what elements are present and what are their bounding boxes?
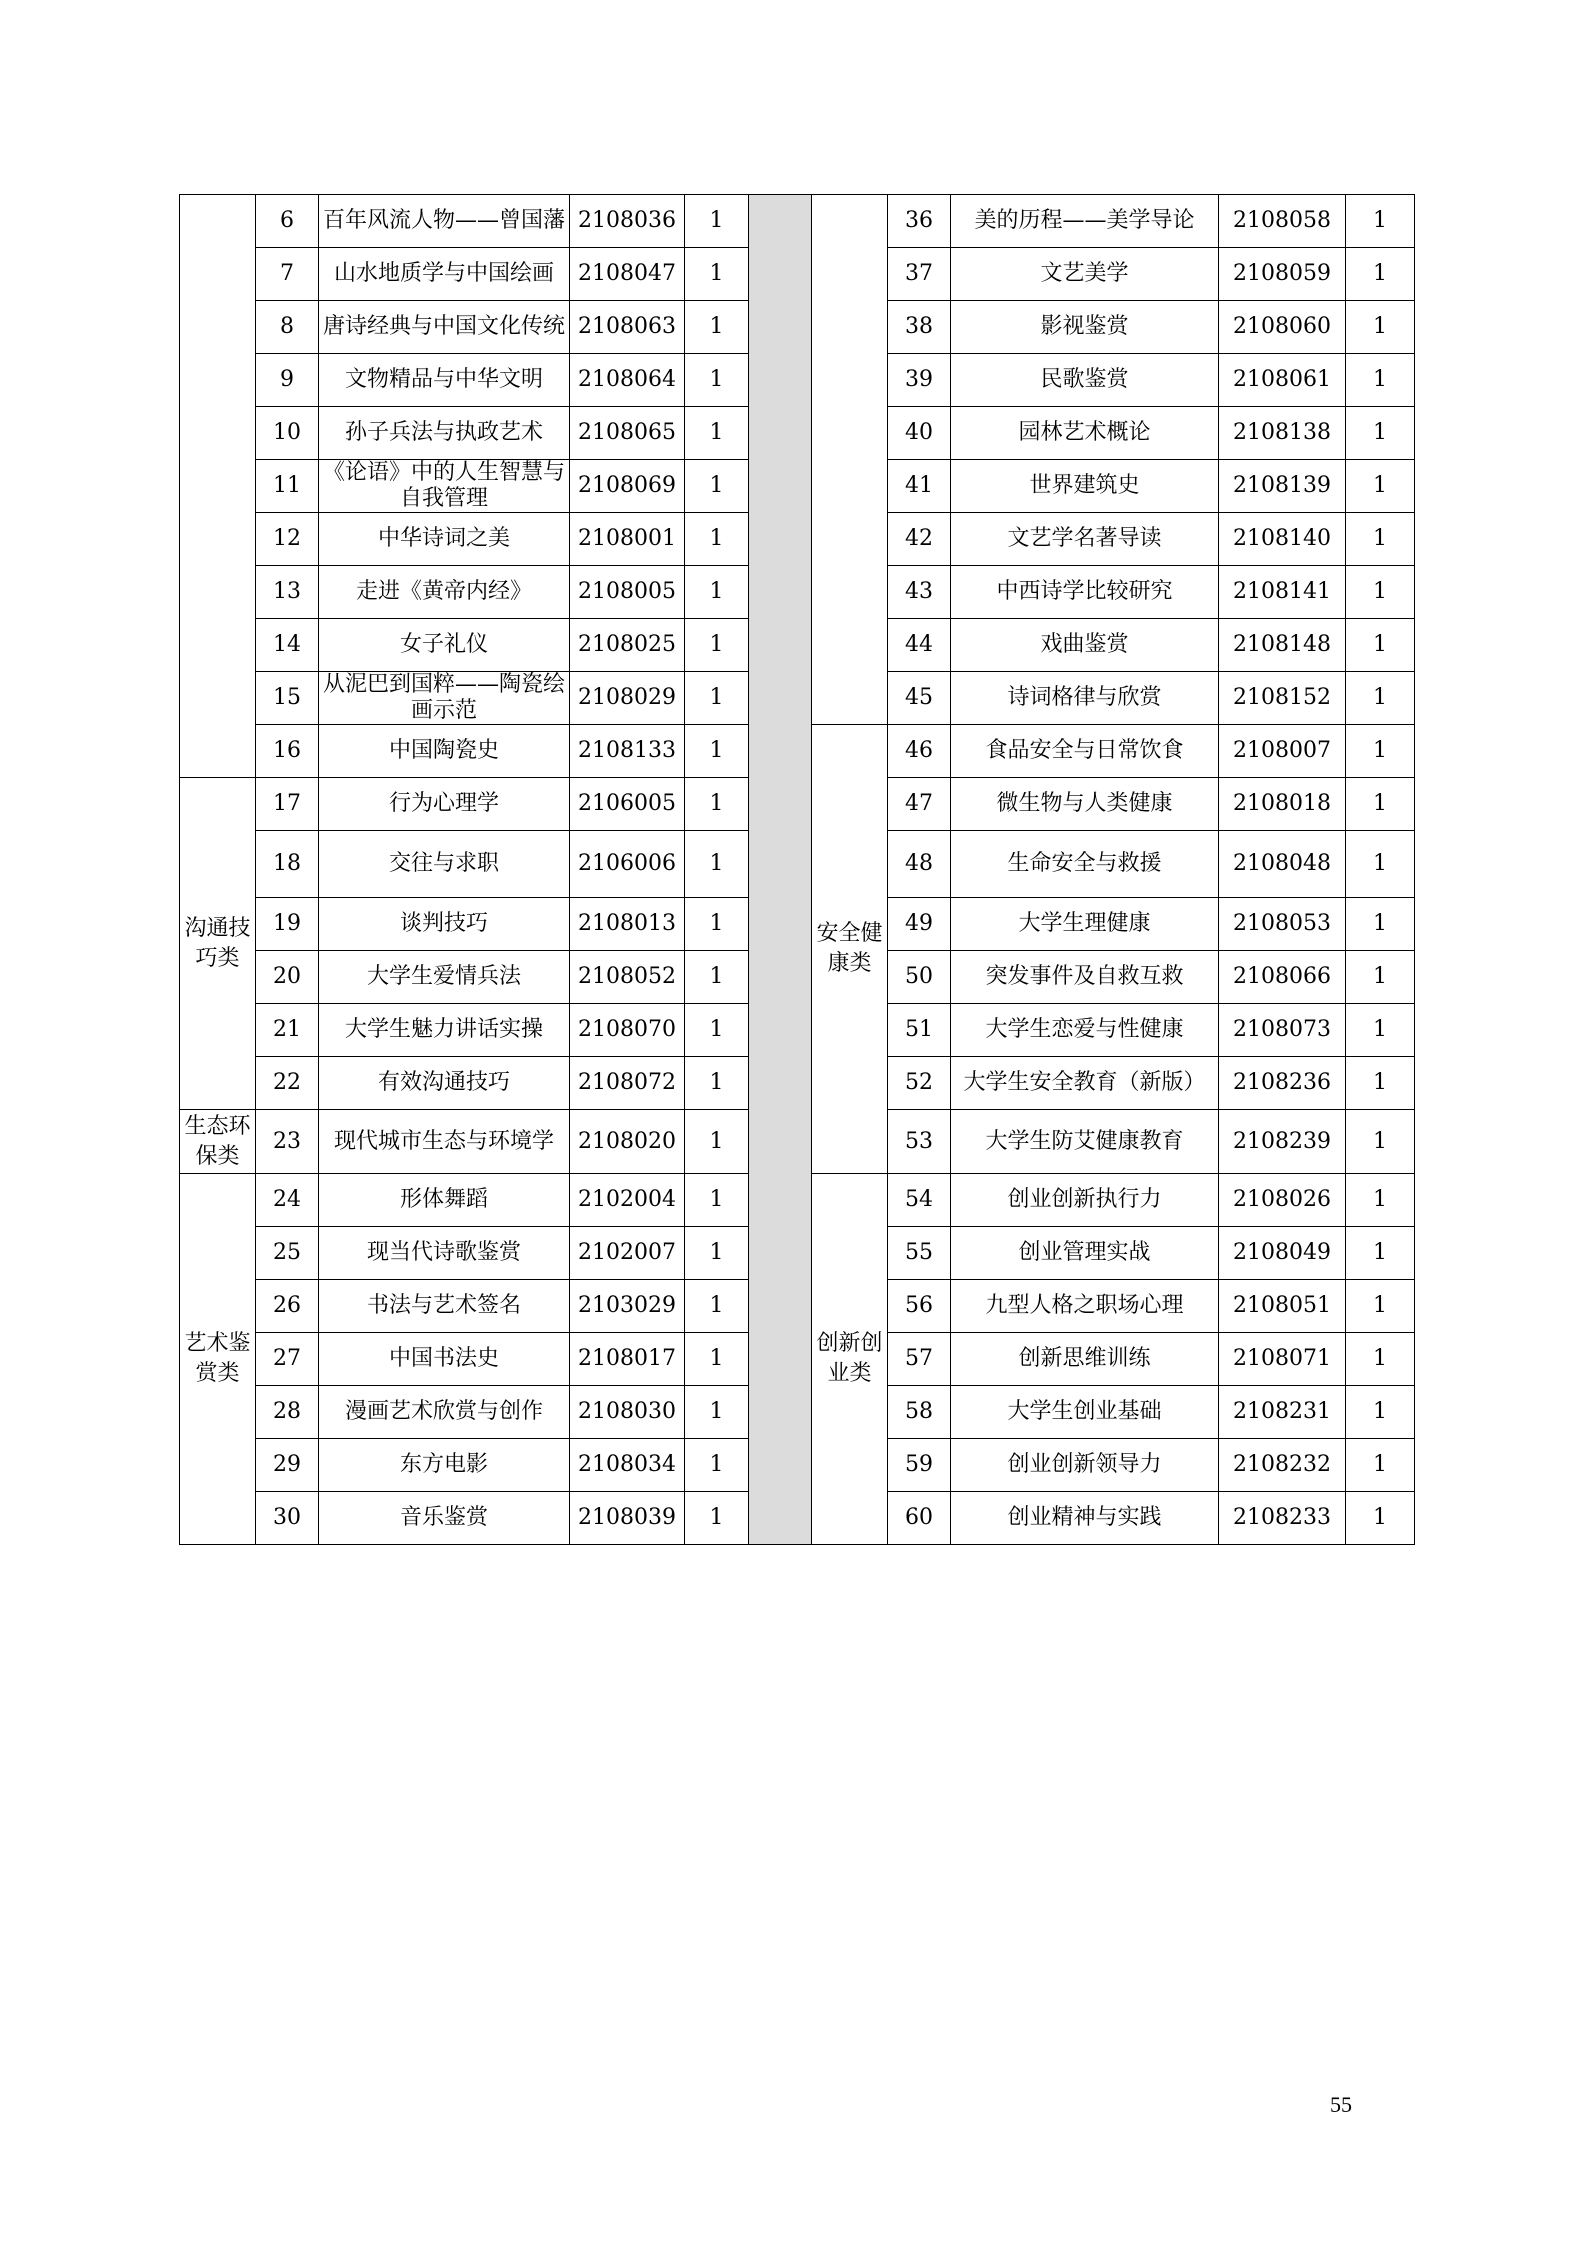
course-credit: 1 [685,1004,749,1057]
course-code: 2108053 [1219,898,1346,951]
course-name: 东方电影 [319,1439,570,1492]
course-name: 谈判技巧 [319,898,570,951]
course-code: 2102004 [570,1174,685,1227]
course-number: 40 [888,407,951,460]
course-code: 2108231 [1219,1386,1346,1439]
course-name: 形体舞蹈 [319,1174,570,1227]
course-name: 百年风流人物——曾国藩 [319,195,570,248]
course-code: 2108052 [570,951,685,1004]
course-number: 47 [888,778,951,831]
course-name: 九型人格之职场心理 [951,1280,1219,1333]
course-code: 2108070 [570,1004,685,1057]
course-code: 2108001 [570,513,685,566]
divider-column [749,195,812,1545]
left-category-cell: 沟通技巧类 [180,778,256,1110]
course-credit: 1 [685,1057,749,1110]
course-number: 51 [888,1004,951,1057]
course-code: 2108061 [1219,354,1346,407]
course-name: 书法与艺术签名 [319,1280,570,1333]
course-number: 8 [256,301,319,354]
course-number: 13 [256,566,319,619]
course-code: 2108139 [1219,460,1346,513]
course-number: 39 [888,354,951,407]
course-credit: 1 [1346,951,1415,1004]
course-name: 山水地质学与中国绘画 [319,248,570,301]
course-code: 2108233 [1219,1492,1346,1545]
course-number: 17 [256,778,319,831]
course-name: 中华诗词之美 [319,513,570,566]
course-name: 文物精品与中华文明 [319,354,570,407]
course-number: 6 [256,195,319,248]
course-credit: 1 [1346,898,1415,951]
course-name: 交往与求职 [319,831,570,898]
course-code: 2108069 [570,460,685,513]
course-code: 2108060 [1219,301,1346,354]
course-code: 2108064 [570,354,685,407]
course-number: 38 [888,301,951,354]
course-name: 大学生恋爱与性健康 [951,1004,1219,1057]
course-name: 漫画艺术欣赏与创作 [319,1386,570,1439]
right-category-cell [812,195,888,725]
course-code: 2108066 [1219,951,1346,1004]
course-credit: 1 [685,1280,749,1333]
course-code: 2108152 [1219,672,1346,725]
course-number: 54 [888,1174,951,1227]
course-code: 2108020 [570,1110,685,1174]
left-category-cell [180,195,256,778]
course-number: 15 [256,672,319,725]
course-credit: 1 [685,407,749,460]
course-code: 2108026 [1219,1174,1346,1227]
course-code: 2108071 [1219,1333,1346,1386]
course-credit: 1 [685,672,749,725]
course-credit: 1 [685,898,749,951]
course-name: 美的历程——美学导论 [951,195,1219,248]
course-name: 微生物与人类健康 [951,778,1219,831]
course-number: 20 [256,951,319,1004]
course-name: 大学生创业基础 [951,1386,1219,1439]
course-number: 44 [888,619,951,672]
course-credit: 1 [1346,1386,1415,1439]
course-credit: 1 [1346,301,1415,354]
course-name: 中国陶瓷史 [319,725,570,778]
course-credit: 1 [685,1492,749,1545]
course-number: 27 [256,1333,319,1386]
course-number: 60 [888,1492,951,1545]
course-credit: 1 [1346,248,1415,301]
course-name: 生命安全与救援 [951,831,1219,898]
course-name: 创新思维训练 [951,1333,1219,1386]
course-number: 37 [888,248,951,301]
course-code: 2108047 [570,248,685,301]
course-code: 2108065 [570,407,685,460]
course-credit: 1 [685,1386,749,1439]
course-number: 28 [256,1386,319,1439]
course-credit: 1 [1346,1492,1415,1545]
course-number: 10 [256,407,319,460]
course-name: 孙子兵法与执政艺术 [319,407,570,460]
course-code: 2108239 [1219,1110,1346,1174]
course-number: 26 [256,1280,319,1333]
course-number: 43 [888,566,951,619]
course-number: 7 [256,248,319,301]
course-number: 42 [888,513,951,566]
course-name: 大学生防艾健康教育 [951,1110,1219,1174]
course-name: 现代城市生态与环境学 [319,1110,570,1174]
course-credit: 1 [1346,1057,1415,1110]
course-name: 中西诗学比较研究 [951,566,1219,619]
course-number: 24 [256,1174,319,1227]
course-code: 2108029 [570,672,685,725]
course-number: 30 [256,1492,319,1545]
course-credit: 1 [685,831,749,898]
course-credit: 1 [685,460,749,513]
course-name: 创业管理实战 [951,1227,1219,1280]
course-number: 9 [256,354,319,407]
course-name: 民歌鉴赏 [951,354,1219,407]
course-name: 唐诗经典与中国文化传统 [319,301,570,354]
course-credit: 1 [685,778,749,831]
right-category-cell: 创新创业类 [812,1174,888,1545]
course-name: 有效沟通技巧 [319,1057,570,1110]
course-name: 大学生魅力讲话实操 [319,1004,570,1057]
course-name: 戏曲鉴赏 [951,619,1219,672]
right-category-cell: 安全健康类 [812,725,888,1174]
course-number: 59 [888,1439,951,1492]
course-number: 21 [256,1004,319,1057]
course-credit: 1 [685,1110,749,1174]
course-credit: 1 [1346,1280,1415,1333]
course-code: 2108030 [570,1386,685,1439]
course-credit: 1 [1346,1333,1415,1386]
course-number: 57 [888,1333,951,1386]
course-code: 2108039 [570,1492,685,1545]
course-name: 创业精神与实践 [951,1492,1219,1545]
course-code: 2108049 [1219,1227,1346,1280]
course-number: 46 [888,725,951,778]
table-body [180,195,1415,1545]
course-name: 世界建筑史 [951,460,1219,513]
course-code: 2108005 [570,566,685,619]
course-code: 2108133 [570,725,685,778]
course-credit: 1 [1346,354,1415,407]
course-number: 12 [256,513,319,566]
course-name: 从泥巴到国粹——陶瓷绘画示范 [319,672,570,725]
course-number: 36 [888,195,951,248]
course-credit: 1 [685,1439,749,1492]
course-credit: 1 [1346,778,1415,831]
course-name: 突发事件及自救互救 [951,951,1219,1004]
course-credit: 1 [685,354,749,407]
course-code: 2103029 [570,1280,685,1333]
course-code: 2108007 [1219,725,1346,778]
course-code: 2108059 [1219,248,1346,301]
course-credit: 1 [1346,1439,1415,1492]
course-number: 49 [888,898,951,951]
course-credit: 1 [1346,513,1415,566]
course-code: 2108058 [1219,195,1346,248]
course-code: 2108051 [1219,1280,1346,1333]
left-category-cell: 艺术鉴赏类 [180,1174,256,1545]
course-code: 2108017 [570,1333,685,1386]
course-code: 2108063 [570,301,685,354]
course-credit: 1 [1346,1004,1415,1057]
course-name: 大学生爱情兵法 [319,951,570,1004]
course-name: 大学生理健康 [951,898,1219,951]
course-code: 2108036 [570,195,685,248]
course-credit: 1 [1346,195,1415,248]
course-code: 2108236 [1219,1057,1346,1110]
course-number: 19 [256,898,319,951]
course-number: 45 [888,672,951,725]
course-credit: 1 [685,513,749,566]
course-code: 2102007 [570,1227,685,1280]
course-credit: 1 [1346,725,1415,778]
course-code: 2108148 [1219,619,1346,672]
course-code: 2108232 [1219,1439,1346,1492]
course-name: 行为心理学 [319,778,570,831]
course-name: 食品安全与日常饮食 [951,725,1219,778]
course-name: 女子礼仪 [319,619,570,672]
course-credit: 1 [685,1333,749,1386]
course-name: 《论语》中的人生智慧与自我管理 [319,460,570,513]
course-code: 2108141 [1219,566,1346,619]
course-credit: 1 [685,195,749,248]
course-name: 大学生安全教育（新版） [951,1057,1219,1110]
course-name: 现当代诗歌鉴赏 [319,1227,570,1280]
course-name: 园林艺术概论 [951,407,1219,460]
course-number: 48 [888,831,951,898]
course-number: 29 [256,1439,319,1492]
course-number: 16 [256,725,319,778]
course-name: 影视鉴赏 [951,301,1219,354]
course-credit: 1 [1346,460,1415,513]
course-name: 创业创新领导力 [951,1439,1219,1492]
course-number: 53 [888,1110,951,1174]
course-table [179,194,1415,1545]
course-credit: 1 [1346,407,1415,460]
course-name: 诗词格律与欣赏 [951,672,1219,725]
left-category-cell: 生态环保类 [180,1110,256,1174]
course-code: 2108073 [1219,1004,1346,1057]
course-name: 创业创新执行力 [951,1174,1219,1227]
course-number: 25 [256,1227,319,1280]
course-credit: 1 [1346,1110,1415,1174]
course-code: 2106005 [570,778,685,831]
course-number: 11 [256,460,319,513]
course-name: 文艺美学 [951,248,1219,301]
course-number: 18 [256,831,319,898]
course-number: 23 [256,1110,319,1174]
course-credit: 1 [685,248,749,301]
course-credit: 1 [1346,1174,1415,1227]
course-name: 文艺学名著导读 [951,513,1219,566]
course-credit: 1 [685,951,749,1004]
course-number: 55 [888,1227,951,1280]
course-number: 52 [888,1057,951,1110]
course-code: 2108140 [1219,513,1346,566]
course-name: 走进《黄帝内经》 [319,566,570,619]
course-credit: 1 [1346,619,1415,672]
course-number: 41 [888,460,951,513]
course-credit: 1 [685,1227,749,1280]
course-code: 2108018 [1219,778,1346,831]
course-number: 22 [256,1057,319,1110]
course-number: 14 [256,619,319,672]
course-name: 中国书法史 [319,1333,570,1386]
course-code: 2108025 [570,619,685,672]
course-code: 2108138 [1219,407,1346,460]
course-code: 2108072 [570,1057,685,1110]
course-credit: 1 [685,619,749,672]
page-number: 55 [1330,2092,1352,2117]
course-credit: 1 [685,1174,749,1227]
course-name: 音乐鉴赏 [319,1492,570,1545]
course-credit: 1 [1346,566,1415,619]
course-code: 2108034 [570,1439,685,1492]
course-code: 2108048 [1219,831,1346,898]
course-credit: 1 [1346,1227,1415,1280]
course-credit: 1 [685,725,749,778]
course-code: 2108013 [570,898,685,951]
course-credit: 1 [1346,672,1415,725]
course-credit: 1 [685,301,749,354]
table-row [180,195,1415,248]
course-credit: 1 [685,566,749,619]
course-number: 56 [888,1280,951,1333]
course-code: 2106006 [570,831,685,898]
course-number: 50 [888,951,951,1004]
course-credit: 1 [1346,831,1415,898]
course-number: 58 [888,1386,951,1439]
